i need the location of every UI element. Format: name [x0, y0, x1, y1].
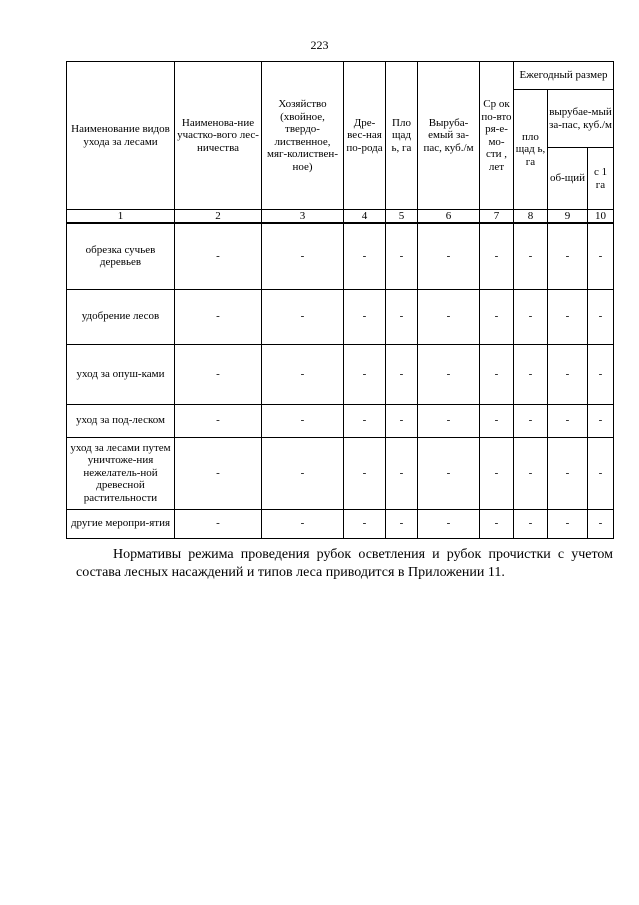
table-cell: -: [386, 404, 418, 437]
table-cell: -: [175, 223, 262, 289]
table-cell: -: [262, 437, 344, 509]
table-cell: -: [344, 509, 386, 538]
table-row: [67, 404, 614, 437]
table-cell: -: [262, 289, 344, 344]
table-cell: -: [175, 289, 262, 344]
table-cell: -: [514, 289, 548, 344]
column-numbers-row: [67, 210, 614, 224]
table-cell: -: [386, 509, 418, 538]
column-number: 2: [175, 210, 262, 224]
table-cell: -: [548, 344, 588, 404]
column-number: 7: [480, 210, 514, 224]
column-number: 4: [344, 210, 386, 224]
table-cell: -: [344, 223, 386, 289]
column-number: 9: [548, 210, 588, 224]
table-cell: -: [262, 404, 344, 437]
table-cell: -: [548, 437, 588, 509]
table-cell: -: [386, 344, 418, 404]
table-cell: -: [175, 437, 262, 509]
table-cell: -: [344, 437, 386, 509]
header-col-3: Хозяйство (хвойное, твердо-лиственное, мяг-колиствен-ное): [262, 62, 344, 210]
table-cell: -: [386, 437, 418, 509]
row-name: уход за лесами путем уничтоже-ния нежелатель-ной древесной растительности: [67, 437, 175, 509]
column-number: 5: [386, 210, 418, 224]
table-row: [67, 223, 614, 289]
column-number: 3: [262, 210, 344, 224]
table-row: [67, 289, 614, 344]
table-cell: -: [344, 344, 386, 404]
header-subgroup-volume: вырубае-мый за-пас, куб./м: [548, 90, 614, 148]
table-cell: -: [480, 509, 514, 538]
table-cell: -: [418, 344, 480, 404]
column-number: 10: [588, 210, 614, 224]
table-cell: -: [588, 404, 614, 437]
table-cell: -: [480, 437, 514, 509]
table-cell: -: [175, 509, 262, 538]
table-cell: -: [588, 223, 614, 289]
table-cell: -: [514, 223, 548, 289]
table-cell: -: [418, 404, 480, 437]
table-cell: -: [514, 437, 548, 509]
table-cell: -: [548, 223, 588, 289]
table-cell: -: [418, 223, 480, 289]
table-cell: -: [514, 404, 548, 437]
header-col-6: Выруба-емый за-пас, куб./м: [418, 62, 480, 210]
table-cell: -: [262, 223, 344, 289]
page-number: 223: [310, 38, 329, 52]
table-row: [67, 344, 614, 404]
body-paragraph: Нормативы режима проведения рубок осветления и рубок прочистки с учетом состава лесных насаждений и типов леса приводится в Приложении 11.: [76, 547, 613, 580]
column-number: 1: [67, 210, 175, 224]
table-cell: -: [548, 509, 588, 538]
header-col-4: Дре-вес-ная по-рода: [344, 62, 386, 210]
table-cell: -: [480, 344, 514, 404]
table-cell: -: [344, 289, 386, 344]
row-name: обрезка сучьев деревьев: [67, 223, 175, 289]
table-cell: -: [588, 289, 614, 344]
table-cell: -: [480, 289, 514, 344]
header-col-8: пло щад ь, га: [514, 90, 548, 210]
header-col-9: об-щий: [548, 148, 588, 210]
header-col-10: с 1 га: [588, 148, 614, 210]
table-row: [67, 437, 614, 509]
row-name: удобрение лесов: [67, 289, 175, 344]
header-col-1: Наименование видов ухода за лесами: [67, 62, 175, 210]
header-col-2: Наименова-ние участко-вого лес-ничества: [175, 62, 262, 210]
column-number: 6: [418, 210, 480, 224]
table-row: [67, 509, 614, 538]
table-cell: -: [514, 509, 548, 538]
table-cell: -: [418, 509, 480, 538]
table-cell: -: [418, 289, 480, 344]
table-cell: -: [386, 289, 418, 344]
table-cell: -: [386, 223, 418, 289]
column-number: 8: [514, 210, 548, 224]
table-cell: -: [548, 289, 588, 344]
table-cell: -: [588, 344, 614, 404]
table-cell: -: [344, 404, 386, 437]
table-cell: -: [588, 509, 614, 538]
header-group-annual: Ежегодный размер: [514, 62, 614, 90]
row-name: уход за под-леском: [67, 404, 175, 437]
table-cell: -: [262, 509, 344, 538]
header-col-5: Пло щад ь, га: [386, 62, 418, 210]
table-cell: -: [175, 404, 262, 437]
table-cell: -: [480, 404, 514, 437]
table-cell: -: [514, 344, 548, 404]
table-cell: -: [418, 437, 480, 509]
table-cell: -: [175, 344, 262, 404]
table-cell: -: [262, 344, 344, 404]
header-col-7: Ср ок по-вто ря-е-мо-сти , лет: [480, 62, 514, 210]
forest-care-table: [66, 61, 614, 539]
row-name: другие меропри-ятия: [67, 509, 175, 538]
table-cell: -: [480, 223, 514, 289]
row-name: уход за опуш-ками: [67, 344, 175, 404]
table-cell: -: [548, 404, 588, 437]
table-cell: -: [588, 437, 614, 509]
